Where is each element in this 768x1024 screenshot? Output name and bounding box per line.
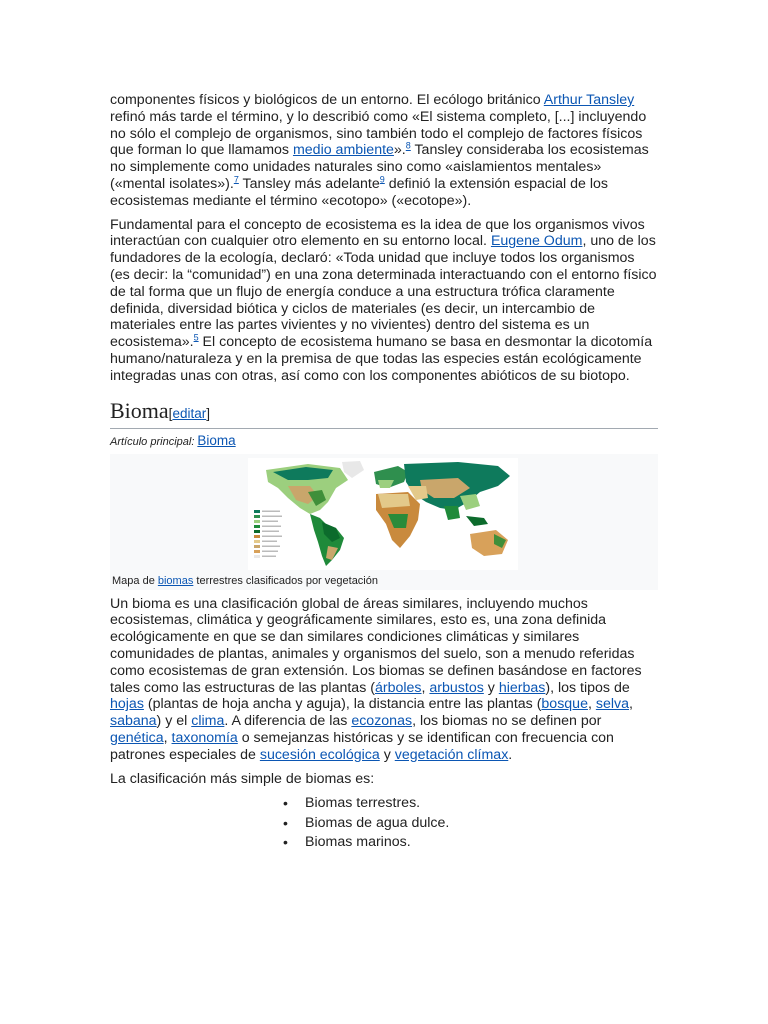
biome-list [110, 794, 658, 853]
list-item: • Biomas terrestres. [305, 794, 658, 814]
link-arbustos[interactable]: arbustos [429, 679, 484, 696]
list-item: • Biomas de agua dulce. [305, 814, 658, 834]
link-arthur-tansley[interactable]: Arthur Tansley [543, 92, 635, 108]
link-sabana[interactable]: sabana [110, 713, 157, 730]
link-arboles[interactable]: árboles [374, 679, 422, 696]
link-hojas[interactable]: hojas [110, 696, 144, 713]
link-vegetacion-climax[interactable]: vegetación clímax [394, 746, 509, 763]
link-genetica[interactable]: genética [110, 729, 164, 746]
edit-link[interactable]: editar [172, 405, 207, 421]
ref-7[interactable]: 7 [233, 174, 239, 185]
paragraph-classification-intro: La clasificación más simple de biomas es: [110, 770, 375, 787]
link-eugene-odum[interactable]: Eugene Odum [490, 233, 583, 250]
figure-caption: Mapa de biomas terrestres clasificados por vegetación [112, 574, 378, 587]
main-article-note: Artículo principal: Bioma [110, 432, 236, 448]
link-ecozonas[interactable]: ecozonas [351, 713, 413, 730]
section-title: Bioma [110, 397, 169, 423]
ref-8[interactable]: 8 [405, 140, 411, 151]
link-bioma-main[interactable]: Bioma [197, 432, 236, 448]
paragraph-tansley: componentes físicos y biológicos de un entorno. El ecólogo británico Arthur Tansley refinó más tarde el término, y lo describió como «El sistema completo, [...] incluyendo no sólo el complejo de organismos, sino también todo el complejo de factores físicos que forman lo que llamamos medio ambiente».$^8$ Tansley consideraba los ecosistemas no simplemente como unidades naturales sino como «aislamientos mentales» («mental isolates»).$^7$ Tansley más adelante$^9$ definió la extensión espacial de los ecosistemas mediante el término «ecotopo» («ecotope»). [110, 92, 649, 209]
list-item: • Biomas marinos. [305, 833, 658, 853]
biome-world-map-image[interactable] [248, 458, 518, 570]
link-sucesion-ecologica[interactable]: sucesión ecológica [259, 746, 380, 763]
link-selva[interactable]: selva [595, 696, 629, 713]
paragraph-bioma-definition: Un bioma es una clasificación global de áreas similares, incluyendo muchos ecosistemas, climática y geográficamente similares, esto es, una zona definida ecológicamente en que se dan similares condiciones climáticas y similares comunidades de plantas, animales y organismos del suelo, son a menudo referidas como ecosistemas de gran extensión. Los biomas se definen basándose en factores tales como las estructuras de las plantas (árboles, arbustos y hierbas), los tipos de hojas (plantas de hoja ancha y aguja), la distancia entre las plantas (bosque, selva, sabana) y el clima. A diferencia de las ecozonas, los biomas no se definen por genética, taxonomía o semejanzas históricas y se identifican con frecuencia con patrones especiales de sucesión ecológica y vegetación clímax. [110, 595, 642, 763]
edit-section: [editar] [168, 405, 210, 421]
link-hierbas[interactable]: hierbas [498, 679, 546, 696]
ref-9[interactable]: 9 [379, 174, 385, 185]
paragraph-odum: Fundamental para el concepto de ecosistema es la idea de que los organismos vivos interactúan con cualquier otro elemento en su entorno local. Eugene Odum, uno de los fundadores de la ecología, declaró: «Toda unidad que incluye todos los organismos (es decir: la “comunidad”) en una zona determinada interactuando con el entorno físico de tal forma que un flujo de energía conduce a una estructura trófica claramente definida, diversidad biótica y ciclos de materiales (es decir, un intercambio de materiales entre las partes vivientes y no vivientes) dentro del sistema es un ecosistema».$^5$ El concepto de ecosistema humano se basa en desmontar la dicotomía humano/naturaleza y en la premisa de que todas las especies están ecológicamente integradas unas con otras, así como con los componentes abióticos de su biotopo. [110, 216, 657, 384]
figure-biome-map [110, 454, 658, 590]
link-medio-ambiente[interactable]: medio ambiente [292, 142, 394, 159]
section-heading-bioma [110, 398, 658, 429]
link-taxonomia[interactable]: taxonomía [171, 729, 238, 746]
link-biomas-caption[interactable]: biomas [157, 574, 194, 587]
ref-5[interactable]: 5 [193, 332, 199, 343]
link-clima[interactable]: clima [191, 713, 225, 730]
link-bosque[interactable]: bosque [541, 696, 588, 713]
article-content [110, 92, 658, 853]
